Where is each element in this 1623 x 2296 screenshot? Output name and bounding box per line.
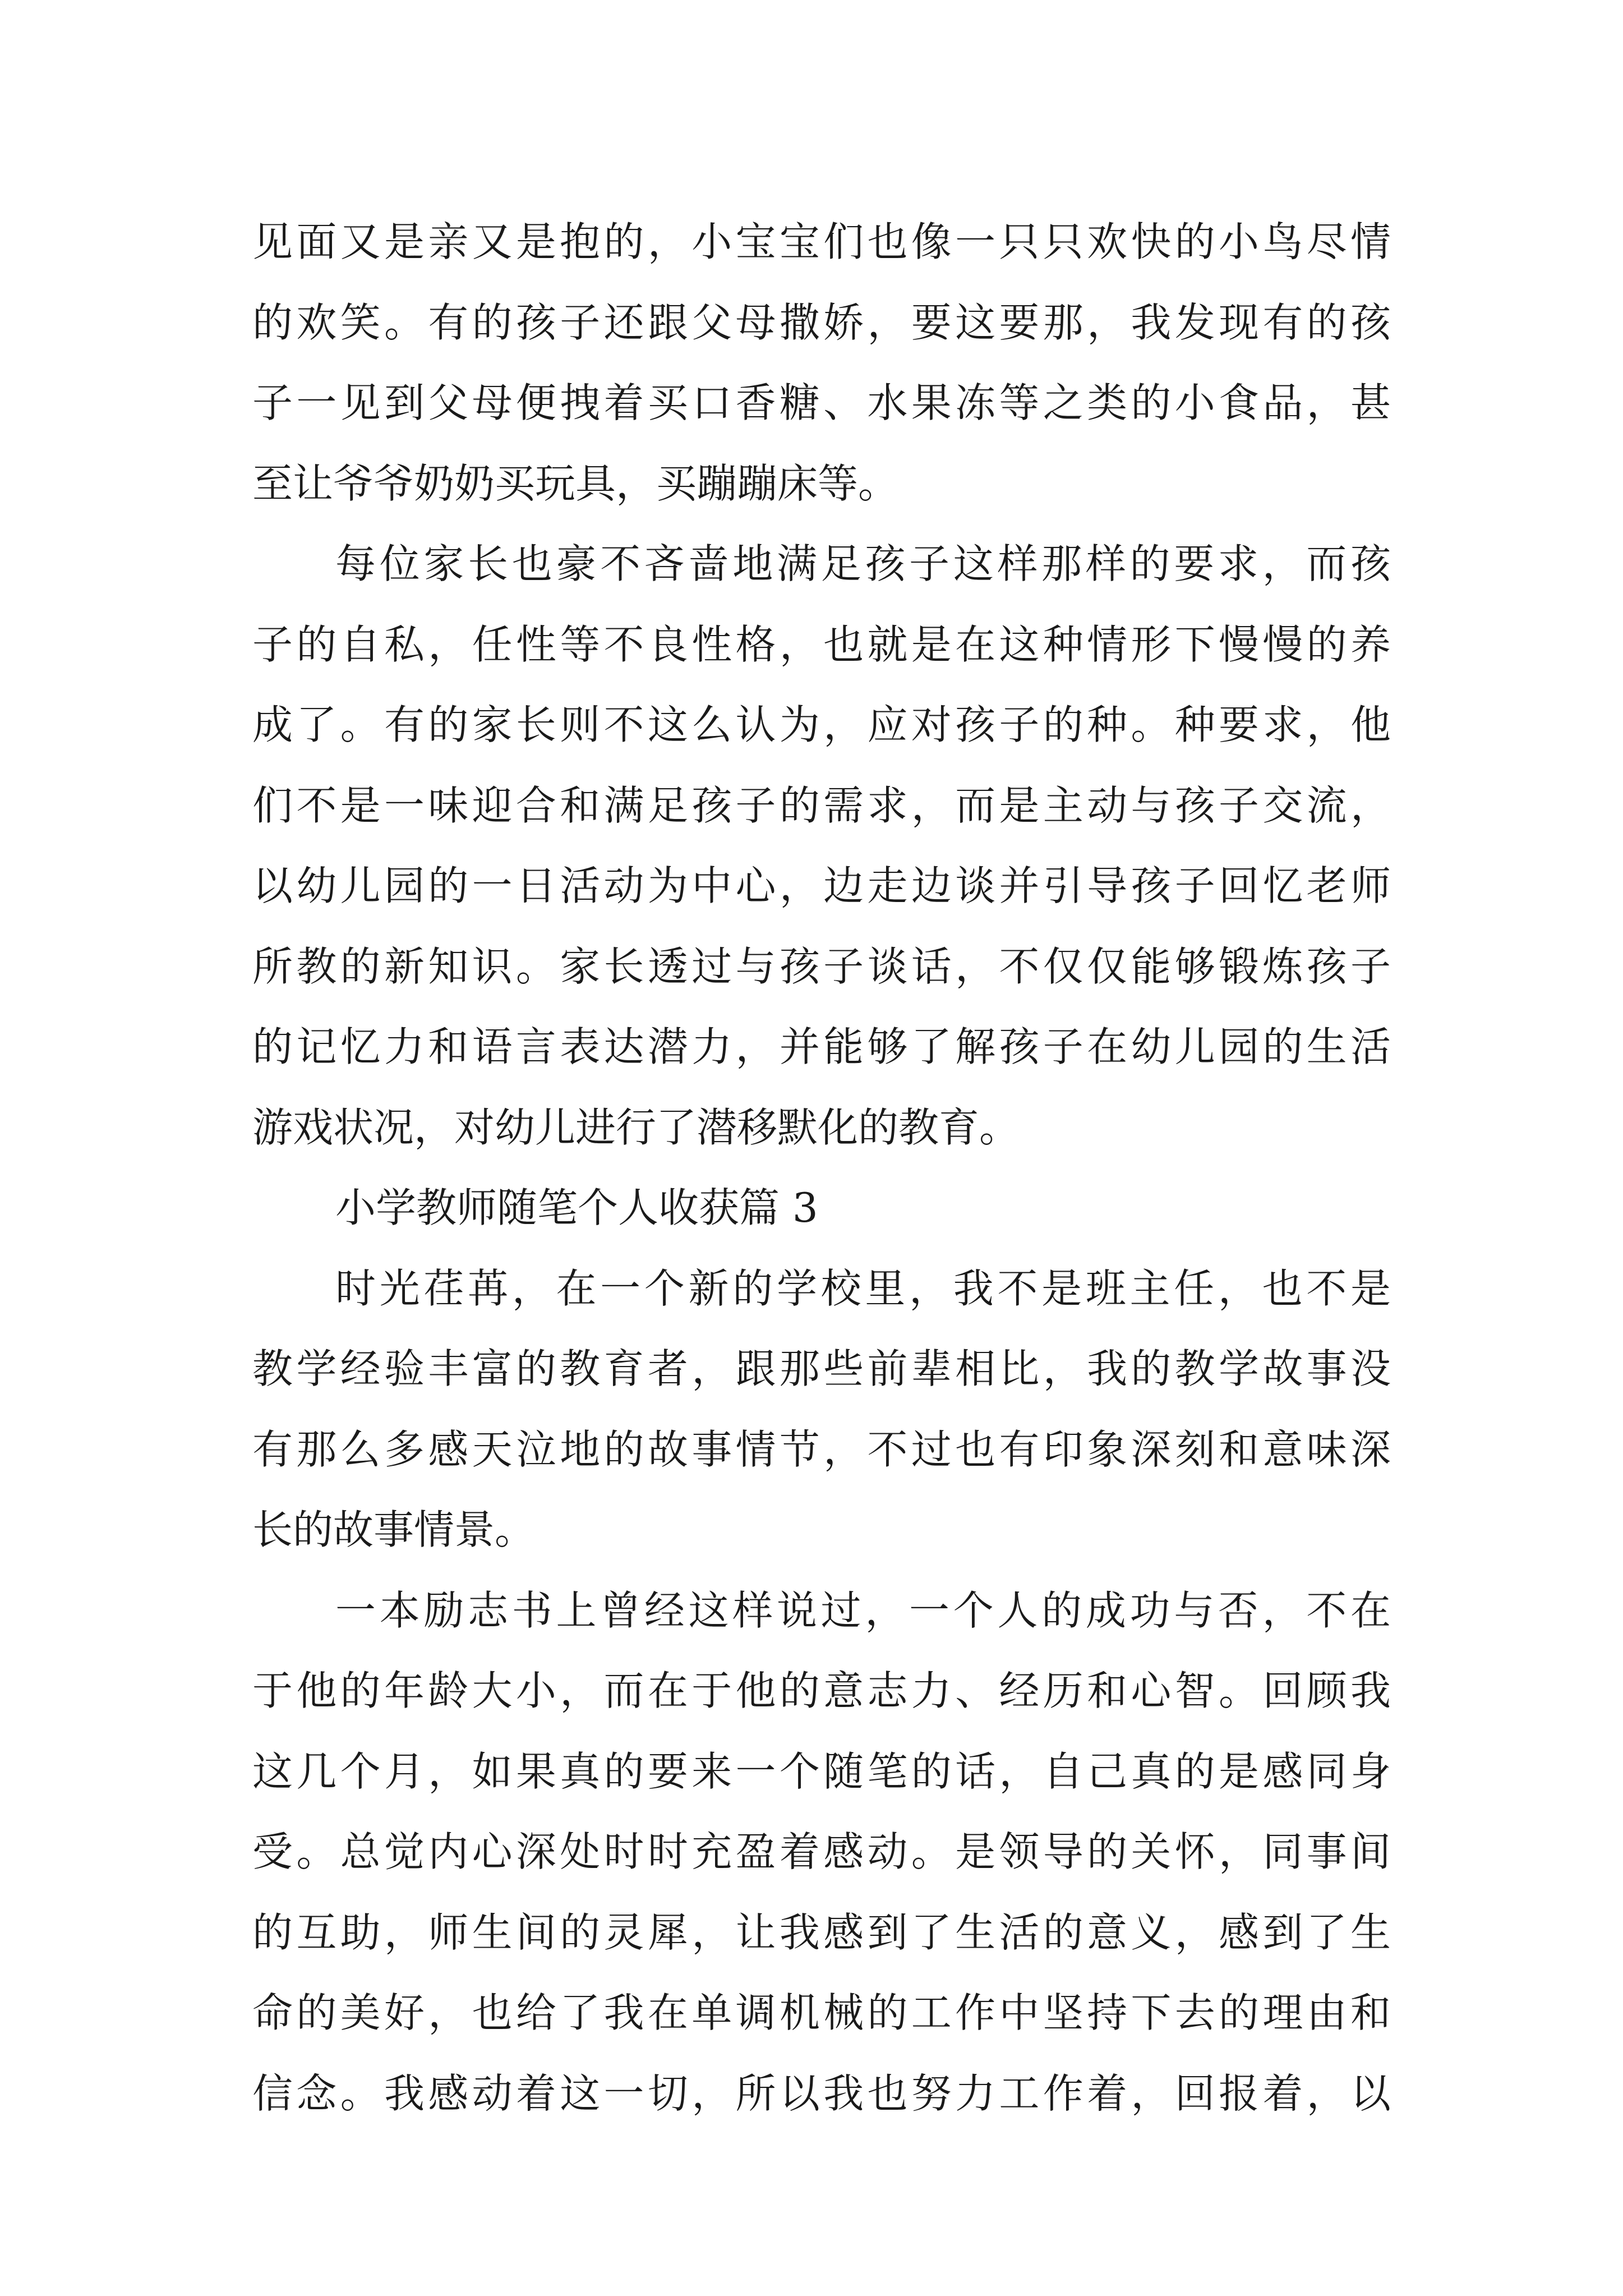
text-line: 至让爷爷奶奶买玩具，买蹦蹦床等。 [252,459,899,507]
section-title: 小学教师随笔个人收获篇 3 [335,1184,818,1231]
paragraph-2 [252,524,1391,1168]
section-heading [252,1168,1391,1249]
text-line: 以幼儿园的一日活动为中心，边走边谈并引导孩子回忆老师 [252,862,1391,909]
text-line: 子一见到父母便拽着买口香糖、水果冻等之类的小食品，甚 [252,379,1391,426]
paragraph-1 [252,202,1391,524]
text-line: 受。总觉内心深处时时充盈着感动。是领导的关怀，同事间 [252,1828,1391,1875]
text-line: 教学经验丰富的教育者，跟那些前辈相比，我的教学故事没 [252,1345,1391,1392]
text-line: 的欢笑。有的孩子还跟父母撒娇，要这要那，我发现有的孩 [252,298,1391,346]
text-line: 时光荏苒，在一个新的学校里，我不是班主任，也不是 [335,1264,1391,1312]
text-line: 的记忆力和语言表达潜力，并能够了解孩子在幼儿园的生活 [252,1023,1391,1070]
text-line: 的互助，师生间的灵犀，让我感到了生活的意义，感到了生 [252,1908,1391,1956]
text-line: 信念。我感动着这一切，所以我也努力工作着，回报着，以 [252,2069,1391,2117]
text-line: 子的自私，任性等不良性格，也就是在这种情形下慢慢的养 [252,620,1391,668]
paragraph-3 [252,1249,1391,1571]
text-line: 成了。有的家长则不这么认为，应对孩子的种。种要求，他 [252,701,1391,748]
text-line: 长的故事情景。 [252,1506,536,1553]
paragraph-4 [252,1571,1391,2134]
text-line: 这几个月，如果真的要来一个随笔的话，自己真的是感同身 [252,1747,1391,1795]
text-line: 于他的年龄大小，而在于他的意志力、经历和心智。回顾我 [252,1667,1391,1714]
text-line: 每位家长也豪不吝啬地满足孩子这样那样的要求，而孩 [335,540,1391,587]
text-line: 一本励志书上曾经这样说过，一个人的成功与否，不在 [335,1586,1391,1634]
text-line: 命的美好，也给了我在单调机械的工作中坚持下去的理由和 [252,1989,1391,2036]
text-line: 们不是一味迎合和满足孩子的需求，而是主动与孩子交流， [252,781,1391,829]
text-line: 见面又是亲又是抱的，小宝宝们也像一只只欢快的小鸟尽情 [252,218,1391,265]
text-line: 所教的新知识。家长透过与孩子谈话，不仅仅能够锻炼孩子 [252,942,1391,990]
body-text [252,202,1391,2134]
text-line: 游戏状况，对幼儿进行了潜移默化的教育。 [252,1103,1020,1151]
text-line: 有那么多感天泣地的故事情节，不过也有印象深刻和意味深 [252,1425,1391,1473]
